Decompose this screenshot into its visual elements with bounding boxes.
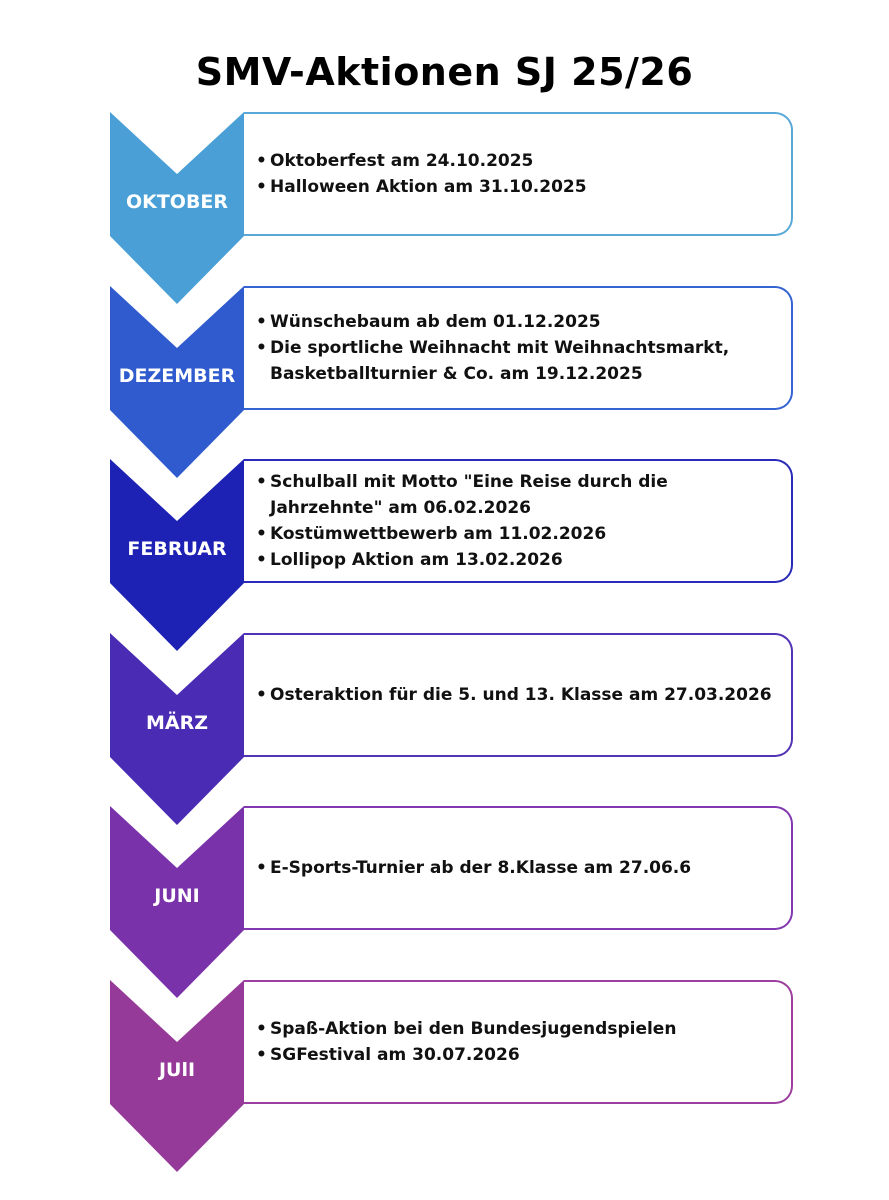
timeline-row [0,459,889,651]
event-item [256,521,781,547]
month-label: FEBRUAR [127,538,227,560]
event-text: SGFestival am 30.07.2026 [270,1044,520,1065]
event-text: E-Sports-Turnier ab der 8.Klasse am 27.06.6 [270,858,692,878]
month-label: JUNI [154,885,200,907]
event-item [256,148,781,174]
event-item [256,1042,781,1068]
event-text: Wünschebaum ab dem 01.12.2025 [270,311,601,332]
event-list [256,469,781,573]
timeline-row [0,286,889,478]
timeline-row [0,980,889,1172]
bullet-icon: • [256,858,267,878]
event-item [256,174,781,200]
event-list [256,309,781,387]
timeline-row [0,112,889,304]
bullet-icon: • [256,177,267,197]
event-card [244,286,793,410]
event-text: Osteraktion für die 5. und 13. Klasse am 27.03.2026 [270,684,772,705]
event-item [256,855,781,881]
month-label: OKTOBER [125,191,229,213]
event-list [256,682,781,708]
event-item [256,547,781,573]
event-card [244,980,793,1104]
timeline-row [0,806,889,998]
timeline-row [0,633,889,825]
bullet-icon: • [256,151,267,171]
event-list [256,1016,781,1068]
event-list [256,148,781,200]
event-item [256,469,781,521]
event-text: Spaß-Aktion bei den Bundesjugendspielen [270,1018,677,1039]
bullet-icon: • [256,684,267,705]
event-card [244,112,793,236]
bullet-icon: • [256,472,267,492]
event-card [244,633,793,757]
bullet-icon: • [256,1018,267,1039]
month-label: JUlI [158,1058,196,1081]
bullet-icon: • [256,311,267,332]
event-item [256,309,781,335]
event-list [256,855,781,881]
bullet-icon: • [256,337,267,358]
event-text: Oktoberfest am 24.10.2025 [270,151,534,171]
page-title: SMV-Aktionen SJ 25/26 [195,50,694,94]
event-card [244,459,793,583]
bullet-icon: • [256,550,267,570]
event-item [256,682,781,708]
month-label: MÄRZ [145,711,209,734]
event-text: Halloween Aktion am 31.10.2025 [270,177,587,197]
event-item [256,1016,781,1042]
event-text: Schulball mit Motto "Eine Reise durch die Jahrzehnte" am 06.02.2026 [270,472,668,518]
event-item [256,335,781,387]
bullet-icon: • [256,524,267,544]
event-text: Kostümwettbewerb am 11.02.2026 [270,524,607,544]
event-text: Lollipop Aktion am 13.02.2026 [270,550,563,570]
month-label: DEZEMBER [118,364,236,387]
event-card [244,806,793,930]
event-text: Die sportliche Weihnacht mit Weihnachtsmarkt, Basketballturnier & Co. am 19.12.2025 [270,337,730,384]
bullet-icon: • [256,1044,267,1065]
